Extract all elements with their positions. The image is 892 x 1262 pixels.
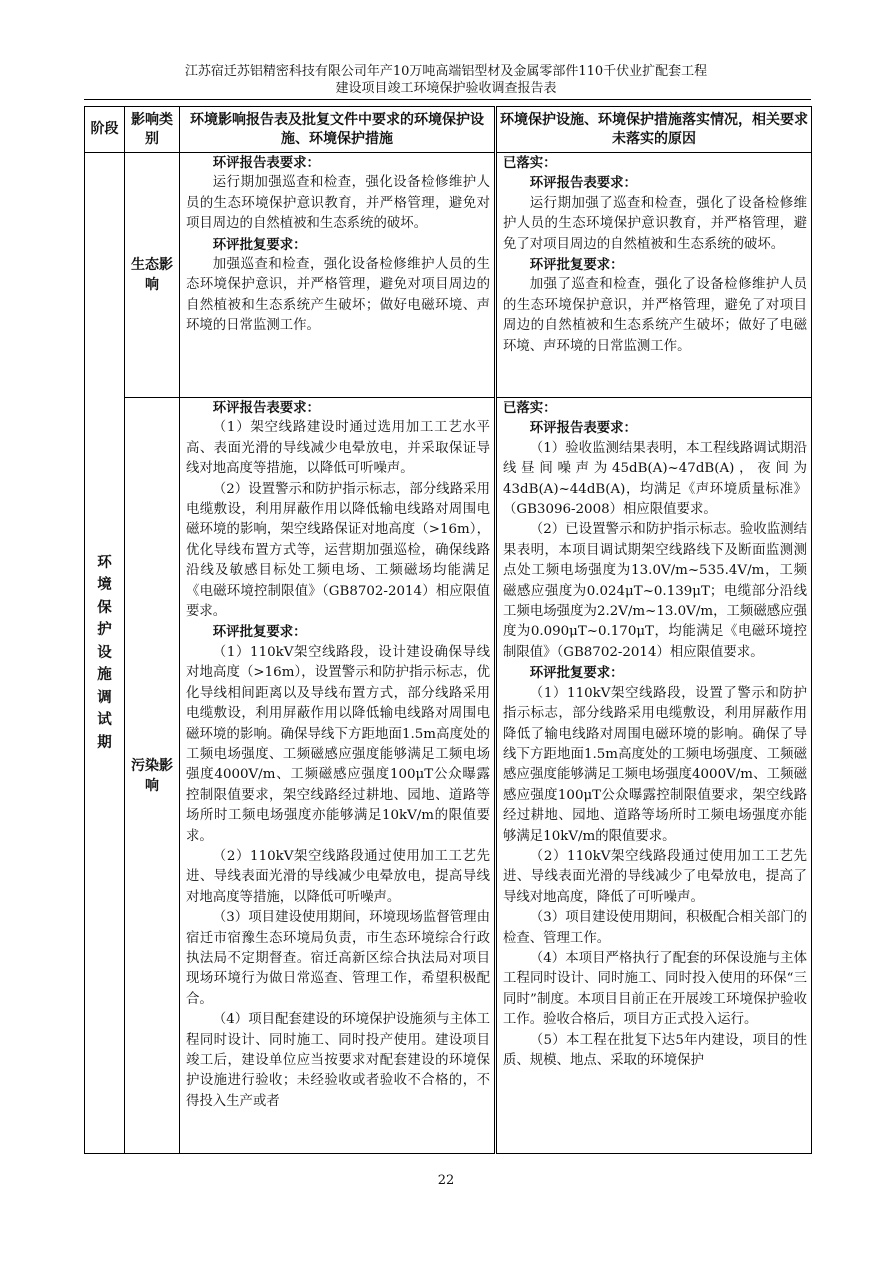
stage-char: 环 xyxy=(97,553,112,571)
header-implementation: 环境保护设施、环境保护措施落实情况，相关要求未落实的原因 xyxy=(496,107,812,153)
impact-type-cell xyxy=(125,398,180,1154)
paragraph: （1）110kV架空线路段，设置了警示和防护指示标志，部分线路采用电缆敷设，利用屏蔽作用降低了输电线路对周围电磁环境的影响。确保了导线下方距地面1.5m高度处的工频电场强度、工频磁感应强度能够满足工频电场强度4000V/m、工频磁感应强度100μT公众曝露控制限值要求，架空线路经过耕地、园地、道路等场所时工频电场强度亦能够满足10kV/m的限值要求。 xyxy=(503,685,807,844)
implementation-text xyxy=(503,398,807,1071)
paragraph: （2）110kV架空线路段通过使用加工工艺先进、导线表面光滑的导线减少了电晕放电，提高了导线对地高度，降低了可听噪声。 xyxy=(503,848,807,905)
status-heading: 已落实： xyxy=(503,155,557,171)
paragraph: 运行期加强了巡查和检查，强化了设备检修维护人员的生态环境保护意识教育，并严格管理，避免了对项目周边的自然植被和生态系统的破坏。 xyxy=(503,195,807,252)
page-number: 22 xyxy=(437,1173,455,1188)
stage-char: 施 xyxy=(97,666,112,684)
table-row xyxy=(85,398,812,1154)
paragraph: （4）本项目严格执行了配套的环保设施与主体工程同时设计、同时施工、同时投入使用的环保“三同时”制度。本项目目前正在开展竣工环境保护验收工作。验收合格后，项目方正式投入运行。 xyxy=(503,950,807,1028)
report-header-subtitle: 建设项目竣工环境保护验收调查报告表 xyxy=(335,81,557,96)
report-header-title: 江苏宿迁苏铝精密科技有限公司年产10万吨高端铝型材及金属零部件110千伏业扩配套工程 xyxy=(184,64,708,79)
stage-char: 境 xyxy=(97,576,112,594)
status-heading: 已落实： xyxy=(503,400,557,416)
stage-char: 设 xyxy=(97,643,112,661)
header-divider xyxy=(84,99,811,100)
stage-cell xyxy=(85,153,125,1154)
paragraph: （2）已设置警示和防护指示标志。验收监测结果表明，本项目调试期架空线路线下及断面监测测点处工频电场强度为13.0V/m~535.4V/m，工频磁感应强度为0.024μT~0.139μT；电缆部分沿线工频电场强度为2.2V/m~13.0V/m，工频磁感应强度为0.090μT~0.170μT，均能满足《电磁环境控制限值》（GB8702-2014）相应限值要求。 xyxy=(503,522,807,660)
paragraph: （1）110kV架空线路段，设计建设确保导线对地高度（>16m），设置警示和防护指示标志，优化导线相间距离以及导线布置方式，部分线路采用电缆敷设，利用屏蔽作用以降低输电线路对周围电磁环境的影响。确保导线下方距地面1.5m高度处的工频电场强度、工频磁感应强度能够满足工频电场强度4000V/m、工频磁感应强度100μT公众曝露控制限值要求，架空线路经过耕地、园地、道路等场所时工频电场强度亦能够满足10kV/m的限值要求。 xyxy=(186,644,490,844)
paragraph: 加强了巡查和检查，强化了设备检修维护人员的生态环境保护意识，并严格管理，避免了对项目周边的自然植被和生态系统产生破坏；做好了电磁环境、声环境的日常监测工作。 xyxy=(503,277,807,354)
section-heading: 环评批复要求： xyxy=(529,257,624,274)
paragraph: （2）设置警示和防护指示标志，部分线路采用电缆敷设，利用屏蔽作用以降低输电线路对周围电磁环境的影响，架空线路保证对地高度（>16m），优化导线布置方式等，运营期加强巡检，确保线路沿线及敏感目标处工频电场、工频磁场均能满足《电磁环境控制限值》（GB8702-2014）相应限值要求。 xyxy=(186,481,490,620)
stage-label xyxy=(85,552,124,755)
impact-type-label: 生态影响 xyxy=(131,257,173,293)
stage-char: 保 xyxy=(97,598,112,616)
stage-char: 调 xyxy=(97,688,112,706)
requirements-text xyxy=(186,398,490,1112)
section-heading: 环评批复要求： xyxy=(212,236,307,253)
section-heading: 环评批复要求： xyxy=(529,665,624,682)
paragraph: （2）110kV架空线路段通过使用加工工艺先进、导线表面光滑的导线减少电晕放电，提高导线对地高度等措施，以降低可听噪声。 xyxy=(186,848,490,905)
table-header-row xyxy=(85,107,812,153)
paragraph: 运行期加强巡查和检查，强化设备检修维护人员的生态环境保护意识教育，并严格管理，避免对项目周边的自然植被和生态系统的破坏。 xyxy=(186,175,490,232)
implementation-cell xyxy=(496,398,812,1154)
paragraph: （5）本工程在批复下达5年内建设，项目的性质、规模、地点、采取的环境保护 xyxy=(503,1032,807,1068)
paragraph: （1）验收监测结果表明，本工程线路调试期沿线昼间噪声为45dB(A)~47dB(A)，夜间为43dB(A)~44dB(A)，均满足《声环境质量标准》（GB3096-2008）相应限值要求。 xyxy=(503,440,807,518)
table-row xyxy=(85,153,812,398)
header-impact-type: 影响类别 xyxy=(125,107,180,153)
header-stage: 阶段 xyxy=(85,107,125,153)
stage-char: 试 xyxy=(97,711,112,729)
impact-type-cell xyxy=(125,153,180,398)
paragraph: （3）项目建设使用期间，环境现场监督管理由宿迁市宿豫生态环境局负责，市生态环境综合行政执法局不定期督查。宿迁高新区综合执法局对项目现场环境行为做日常巡查、管理工作，希望积极配合。 xyxy=(186,910,490,1007)
section-heading: 环评报告表要求： xyxy=(529,175,637,192)
stage-char: 护 xyxy=(97,621,112,639)
stage-char: 期 xyxy=(97,733,112,751)
paragraph: （1）架空线路建设时通过选用加工工艺水平高、表面光滑的导线减少电晕放电，并采取保证导线对地高度等措施，以降低可听噪声。 xyxy=(186,420,490,477)
paragraph: （3）项目建设使用期间，积极配合相关部门的检查、管理工作。 xyxy=(503,910,807,946)
requirements-text xyxy=(186,153,490,337)
requirements-cell xyxy=(180,398,496,1154)
paragraph: 加强巡查和检查，强化设备检修维护人员的生态环境保护意识，并严格管理，避免对项目周边的自然植被和生态系统产生破坏；做好电磁环境、声环境的日常监测工作。 xyxy=(186,257,490,334)
implementation-text xyxy=(503,153,807,357)
paragraph: （4）项目配套建设的环境保护设施须与主体工程同时设计、同时施工、同时投产使用。建设项目竣工后，建设单位应当按要求对配套建设的环境保护设施进行验收；未经验收或者验收不合格的，不得投入生产或者 xyxy=(186,1012,490,1109)
implementation-cell xyxy=(496,153,812,398)
environmental-measures-table xyxy=(84,106,812,1154)
section-heading: 环评批复要求： xyxy=(212,624,307,641)
requirements-cell xyxy=(180,153,496,398)
section-heading: 环评报告表要求： xyxy=(212,155,320,171)
section-heading: 环评报告表要求： xyxy=(529,420,637,437)
impact-type-label: 污染影响 xyxy=(131,757,173,794)
section-heading: 环评报告表要求： xyxy=(212,400,320,416)
header-requirements: 环境影响报告表及批复文件中要求的环境保护设施、环境保护措施 xyxy=(180,107,496,153)
